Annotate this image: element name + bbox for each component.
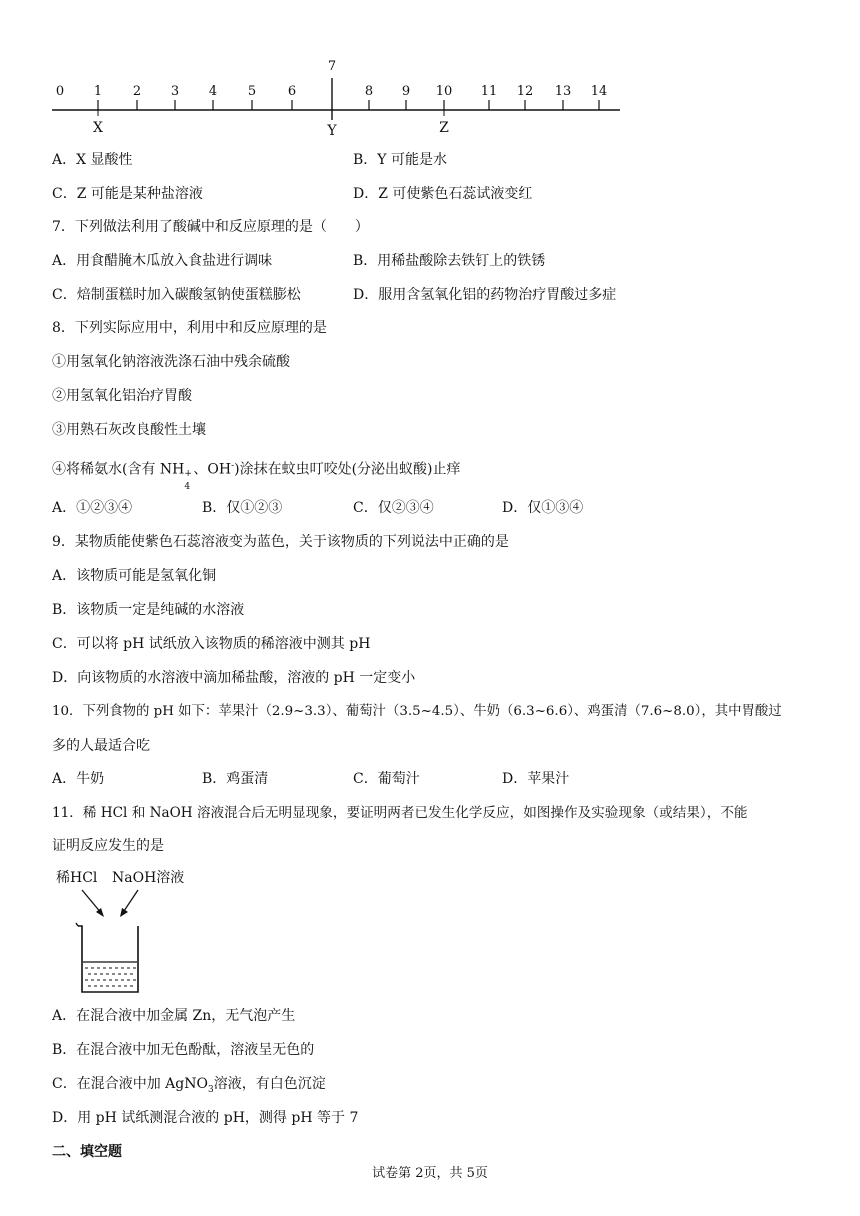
q6-option-d: D．Z 可使紫色石蕊试液变红 — [353, 186, 533, 202]
q11-option-c-post: 溶液，有白色沉淀 — [213, 1076, 326, 1092]
q8-item4-sup: + — [184, 468, 192, 479]
q7-option-a: A．用食醋腌木瓜放入食盐进行调味 — [52, 253, 273, 269]
beaker-figure — [52, 866, 192, 1002]
q7-option-c: C．焙制蛋糕时加入碳酸氢钠使蛋糕膨松 — [52, 287, 301, 303]
q9-option-c: C．可以将 pH 试纸放入该物质的稀溶液中测其 pH — [52, 636, 371, 652]
q7-option-b: B．用稀盐酸除去铁钉上的铁锈 — [353, 253, 546, 269]
tick-label: 8 — [364, 84, 374, 99]
q11-stem-line1: 11．稀 HCl 和 NaOH 溶液混合后无明显现象，要证明两者已发生化学反应，如图操作及实验现象（或结果），不能 — [52, 805, 748, 821]
q8-item-4 — [52, 457, 461, 492]
marker-label-z: Z — [439, 120, 449, 136]
beaker-diagram — [52, 866, 192, 998]
q8-option-d: D．仅①③④ — [502, 500, 584, 516]
q8-option-b: B．仅①②③ — [202, 500, 283, 516]
beaker-liquid — [83, 962, 137, 986]
q8-item-2: ②用氢氧化铝治疗胃酸 — [52, 388, 192, 404]
q8-option-a: A．①②③④ — [52, 500, 133, 516]
tick-label: 2 — [132, 84, 142, 99]
q11-stem-line2: 证明反应发生的是 — [52, 838, 164, 854]
q9-option-a: A．该物质可能是氢氧化铜 — [52, 568, 217, 584]
q8-item4-post: )涂抹在蚊虫叮咬处(分泌出蚁酸)止痒 — [234, 461, 461, 478]
q9-option-d: D．向该物质的水溶液中滴加稀盐酸，溶液的 pH 一定变小 — [52, 670, 416, 686]
beaker-spout — [76, 923, 78, 926]
tick-label: 9 — [401, 84, 411, 99]
q8-item4-pre: ④将稀氨水(含有 NH — [52, 461, 185, 478]
q11-option-c — [52, 1075, 326, 1099]
q10-option-d: D．苹果汁 — [502, 771, 570, 787]
q6-option-b: B．Y 可能是水 — [353, 152, 447, 168]
q8-item-1: ①用氢氧化钠溶液洗涤石油中残余硫酸 — [52, 354, 290, 370]
page-footer: 试卷第 2页，共 5页 — [372, 1166, 488, 1181]
tick-label: 1 — [93, 84, 103, 99]
beaker-outline — [78, 926, 138, 992]
tick-label: 12 — [516, 84, 534, 99]
arrow-left-head — [96, 908, 104, 917]
q9-stem: 9．某物质能使紫色石蕊溶液变为蓝色，关于该物质的下列说法中正确的是 — [52, 534, 509, 550]
tick-label: 10 — [435, 84, 453, 99]
q6-option-a: A．X 显酸性 — [52, 152, 133, 168]
q10-option-a: A．牛奶 — [52, 771, 105, 787]
marker-label-x: X — [93, 120, 103, 136]
tick-label: 14 — [590, 84, 608, 99]
q11-option-a: A．在混合液中加金属 Zn，无气泡产生 — [52, 1008, 296, 1024]
q8-item4-sup2: - — [231, 461, 235, 471]
tick-label: 11 — [480, 84, 498, 99]
hcl-label: 稀HCl — [56, 870, 98, 886]
q8-option-c: C．仅②③④ — [353, 500, 434, 516]
q10-stem-line1: 10．下列食物的 pH 如下：苹果汁（2.9~3.3）、葡萄汁（3.5~4.5）、牛奶（6.3~6.6）、鸡蛋清（7.6~8.0），其中胃酸过 — [52, 704, 782, 719]
ph-number-line — [52, 54, 632, 138]
tick-label: 0 — [55, 84, 65, 99]
tick-label: 6 — [287, 84, 297, 99]
q11-option-d: D．用 pH 试纸测混合液的 pH，测得 pH 等于 7 — [52, 1110, 359, 1126]
marker-label-y: Y — [327, 123, 337, 138]
q11-option-c-sub: 3 — [207, 1084, 214, 1095]
naoh-label: NaOH溶液 — [112, 870, 185, 886]
tick-label: 3 — [170, 84, 180, 99]
q6-option-c: C．Z 可能是某种盐溶液 — [52, 186, 203, 202]
arrow-right-head — [120, 908, 128, 917]
tick-label: 5 — [247, 84, 257, 99]
tick-label: 4 — [208, 84, 218, 99]
q10-option-b: B．鸡蛋清 — [202, 771, 269, 787]
q7-option-d: D．服用含氢氧化铝的药物治疗胃酸过多症 — [353, 287, 617, 303]
q8-item-3: ③用熟石灰改良酸性土壤 — [52, 422, 206, 438]
q10-stem-line2: 多的人最适合吃 — [52, 738, 150, 754]
q11-option-c-pre: C．在混合液中加 AgNO — [52, 1076, 208, 1092]
tick-label: 13 — [554, 84, 572, 99]
q9-option-b: B．该物质一定是纯碱的水溶液 — [52, 602, 245, 618]
tick-group — [56, 59, 607, 120]
q11-option-b: B．在混合液中加无色酚酞，溶液呈无色的 — [52, 1042, 315, 1058]
section-heading: 二、填空题 — [52, 1144, 122, 1160]
q8-item4-sub: 4 — [184, 481, 191, 492]
q8-item4-mid: 、OH — [193, 461, 232, 478]
q8-stem: 8．下列实际应用中，利用中和反应原理的是 — [52, 320, 327, 336]
q10-option-c: C．葡萄汁 — [353, 771, 420, 787]
tick-label: 7 — [327, 59, 337, 74]
marker-group — [93, 110, 449, 138]
q7-stem: 7．下列做法利用了酸碱中和反应原理的是（ ） — [52, 219, 369, 235]
